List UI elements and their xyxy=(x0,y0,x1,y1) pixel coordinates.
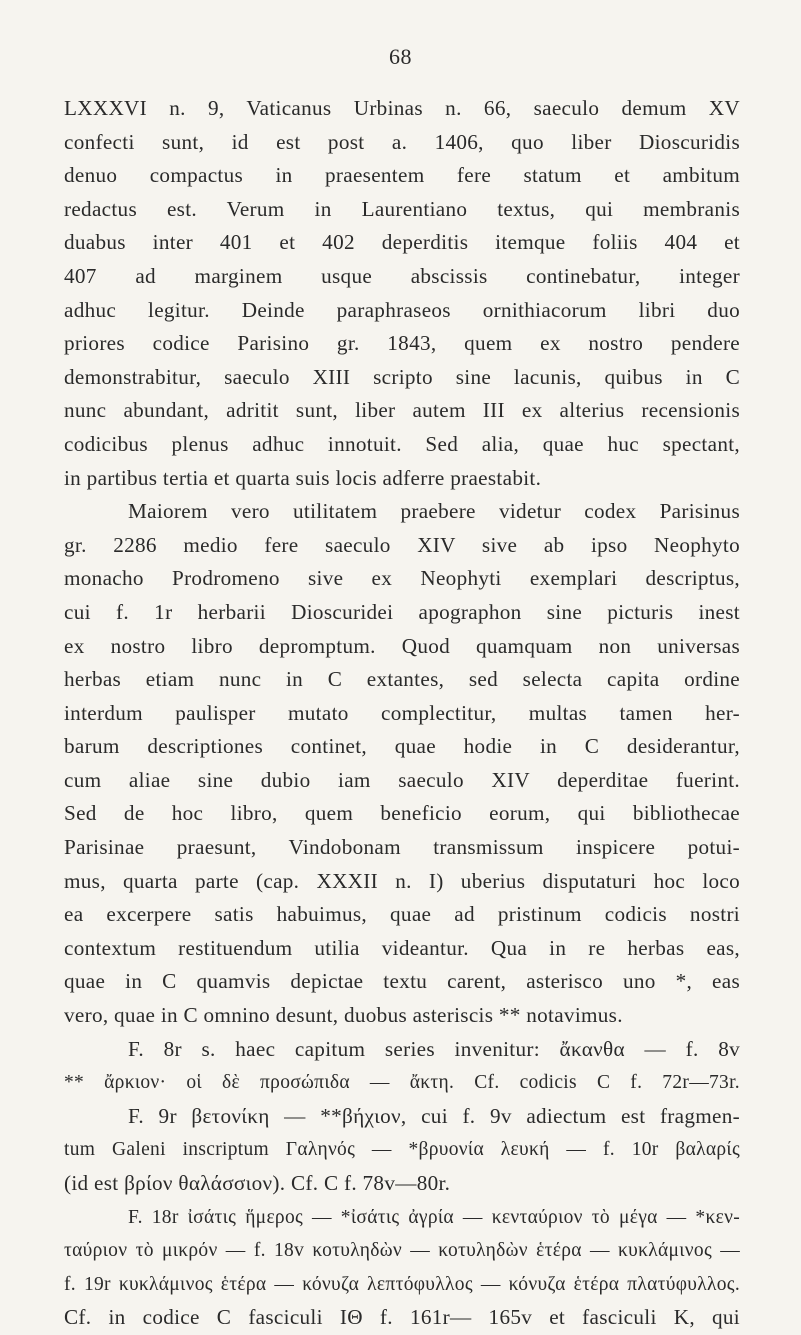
text-line: codicibus plenus adhuc innotuit. Sed alia, quae huc spectant, xyxy=(64,431,740,456)
text-line: Cf. in codice C fasciculi ΙΘ f. 161r— 165v et fasciculi Κ, qui xyxy=(64,1305,740,1330)
text-line: Maiorem vero utilitatem praebere videtur codex Parisinus xyxy=(128,499,740,524)
text-line: herbas etiam nunc in C extantes, sed selecta capita ordine xyxy=(64,667,740,692)
text-line: monacho Prodromeno sive ex Neophyti exemplari descriptus, xyxy=(64,566,740,591)
text-line: barum descriptiones continet, quae hodie in C desiderantur, xyxy=(64,734,740,759)
text-line: quae in C quamvis depictae textu carent, asterisco uno *, eas xyxy=(64,969,740,994)
text-line: ταύριον τὸ μικρόν — f. 18v κοτυληδὼν — κοτυληδὼν ἑτέρα — κυκλάμινος — xyxy=(64,1240,740,1262)
paragraph-1 xyxy=(64,92,740,495)
text-line: contextum restituendum utilia videantur. Qua in re herbas eas, xyxy=(64,935,740,960)
text-line: cum aliae sine dubio iam saeculo XIV deperditae fuerint. xyxy=(64,767,740,792)
text-line: F. 8r s. haec capitum series invenitur: ἄκανθα — f. 8v xyxy=(128,1036,740,1061)
text-line: in partibus tertia et quarta suis locis adferre praestabit. xyxy=(64,465,542,490)
text-line: ** ἄρκιον· οἱ δὲ προσώπιδα — ἄκτη. Cf. codicis C f. 72r—73r. xyxy=(64,1072,740,1094)
text-line: priores codice Parisino gr. 1843, quem ex nostro pendere xyxy=(64,331,740,356)
page-number: 68 xyxy=(389,44,412,69)
text-line: Parisinae praesunt, Vindobonam transmissum inspicere potui- xyxy=(64,835,740,860)
text-line: vero, quae in C omnino desunt, duobus asteriscis ** notavimus. xyxy=(64,1003,623,1028)
text-line: duabus inter 401 et 402 deperditis itemque foliis 404 et xyxy=(64,230,740,255)
text-block xyxy=(64,92,740,1335)
text-line: (id est βρίον θαλάσσιον). Cf. C f. 78v—80r. xyxy=(64,1171,451,1195)
paragraph-3 xyxy=(64,1033,740,1335)
text-line: denuo compactus in praesentem fere statum et ambitum xyxy=(64,163,740,188)
text-line: redactus est. Verum in Laurentiano textus, qui membranis xyxy=(64,196,740,221)
text-line: F. 18r ἰσάτις ἥμερος — *ἰσάτις ἀγρία — κενταύριον τὸ μέγα — *κεν- xyxy=(128,1206,740,1228)
text-line: ea excerpere satis habuimus, quae ad pristinum codicis nostri xyxy=(64,902,740,927)
text-line: ex nostro libro depromptum. Quod quamquam non universas xyxy=(64,633,740,658)
text-line: adhuc legitur. Deinde paraphraseos ornithiacorum libri duo xyxy=(64,297,740,322)
text-line: tum Galeni inscriptum Γαληνός — *βρυονία λευκή — f. 10r βαλαρίς xyxy=(64,1139,740,1161)
text-line: F. 9r βετονίκη — **βήχιον, cui f. 9v adiectum est fragmen- xyxy=(128,1103,740,1128)
text-line: LXXXVI n. 9, Vaticanus Urbinas n. 66, saeculo demum XV xyxy=(64,96,740,120)
paragraph-2 xyxy=(64,495,740,1033)
text-line: demonstrabitur, saeculo XIII scripto sine lacunis, quibus in C xyxy=(64,364,740,389)
text-line: nunc abundant, adritit sunt, liber autem III ex alterius recensionis xyxy=(64,398,740,423)
text-line: mus, quarta parte (cap. XXXII n. I) uberius disputaturi hoc loco xyxy=(64,868,740,893)
text-line: interdum paulisper mutato complectitur, multas tamen her- xyxy=(64,700,740,725)
text-line: Sed de hoc libro, quem beneficio eorum, qui bibliothecae xyxy=(64,801,740,826)
text-line: f. 19r κυκλάμινος ἑτέρα — κόνυζα λεπτόφυλλος — κόνυζα ἑτέρα πλατύφυλλος. xyxy=(64,1273,740,1295)
text-line: confecti sunt, id est post a. 1406, quo liber Dioscuridis xyxy=(64,129,740,154)
text-line: gr. 2286 medio fere saeculo XIV sive ab ipso Neophyto xyxy=(64,532,740,557)
text-line: cui f. 1r herbarii Dioscuridei apographon sine picturis inest xyxy=(64,599,740,624)
text-line: 407 ad marginem usque abscissis continebatur, integer xyxy=(64,263,740,288)
